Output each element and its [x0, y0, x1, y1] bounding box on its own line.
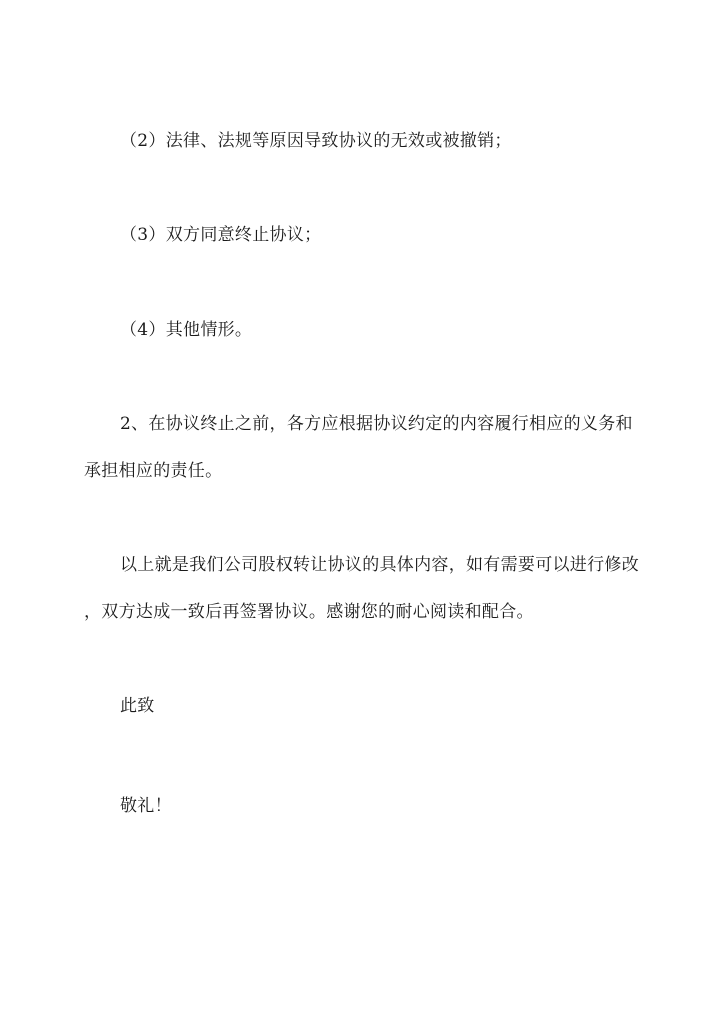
section-2-line-1: 2、在协议终止之前，各方应根据协议约定的内容履行相应的义务和: [120, 414, 633, 434]
closing-paragraph-line-1: 以上就是我们公司股权转让协议的具体内容，如有需要可以进行修改: [120, 555, 639, 575]
section-2-line-2: 承担相应的责任。: [84, 461, 223, 481]
salutation: 此致: [120, 696, 155, 716]
clause-item-2: （2）法律、法规等原因导致协议的无效或被撤销；: [120, 131, 512, 151]
closing-paragraph-line-2: ，双方达成一致后再签署协议。感谢您的耐心阅读和配合。: [84, 602, 534, 622]
regards: 敬礼！: [120, 796, 172, 816]
clause-item-3: （3）双方同意终止协议；: [120, 225, 322, 245]
clause-item-4: （4）其他情形。: [120, 320, 253, 340]
